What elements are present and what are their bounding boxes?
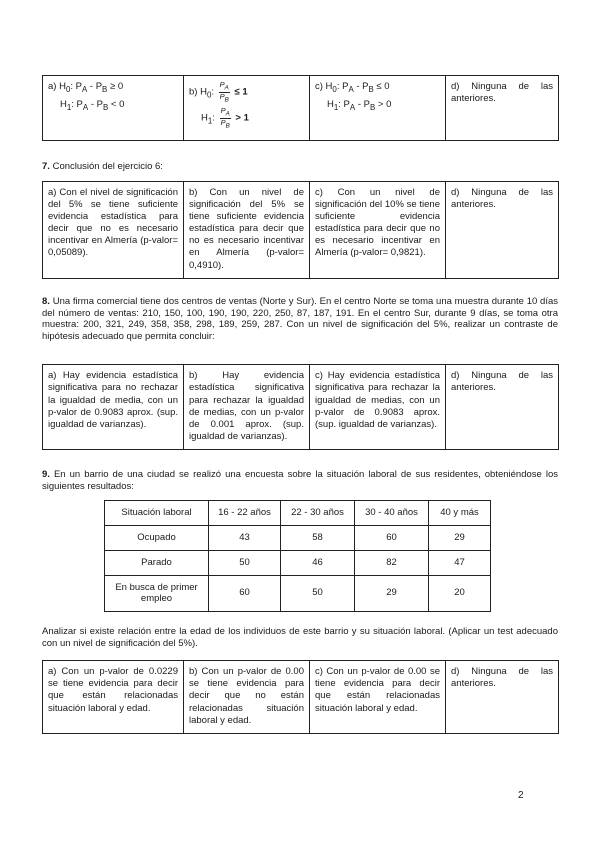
survey-results-table [104,500,491,612]
survey-header-age3: 30 - 40 años [355,500,429,525]
q8-option-d: d) Ninguna de las anteriores. [446,365,559,450]
survey-cell: 58 [281,525,355,550]
question9-statement [42,469,558,493]
q6-option-b-h0: b) $H_0$: $\frac{P_A}{P_B}$ ≤ 1 [189,80,248,104]
question9-text: En un barrio de una ciudad se realizó una encuesta sobre la situación laboral de sus residentes, obteniéndose los siguientes resultados: [42,469,558,493]
page-number: 2 [518,790,524,801]
q9-option-b: b) Con un p-valor de 0.00 se tiene evidencia para decir que no están relacionadas situación laboral y edad. [184,661,310,734]
q9-option-a: a) Con un p-valor de 0.0229 se tiene evidencia para decir que están relacionadas situación laboral y edad. [43,661,184,734]
q6-option-a-h0: a) $H_0$: $P_A - P_B \ge 0$ [48,81,124,94]
question9-options-table [42,660,559,734]
q6-option-c [310,76,446,141]
question9-number: 9. [42,469,50,481]
question8-number: 8. [42,295,50,307]
survey-cell: 60 [355,525,429,550]
survey-cell: 50 [209,550,281,575]
survey-row-label: En busca de primer empleo [105,575,209,612]
question8-text: Una firma comercial tiene dos centros de ventas (Norte y Sur). En el centro Norte se toma una muestra durante 10 días del número de ventas: 210, 150, 100, 190, 190, 220, 250, 87, 187, 191. En el centro Sur, durante 9 días, se toma otra muestra: 200, 321, 249, 358, 358, 298, 189, 259, 287. Con un nivel de significación del 5%, realizar un contraste de hipótesis adecuado que permita concluir: [42,295,558,343]
survey-cell: 29 [429,525,491,550]
q7-option-b: b) Con un nivel de significación del 5% se tiene suficiente evidencia estadística para decir que no es necesario incentivar en Almería (p-valor= 0,4910). [184,181,310,278]
survey-row-ocupado [105,525,491,550]
question7-number: 7. [42,160,50,172]
survey-header-age1: 16 - 22 años [209,500,281,525]
survey-cell: 20 [429,575,491,612]
question7-heading [42,161,558,173]
q6-option-a-h1: $H_1$: $P_A - P_B < 0$ [60,99,125,112]
q8-option-c: c) Hay evidencia estadística significativa para rechazar la igualdad de medias, con un p-valor de 0.9083 aprox. (sup. igualdad de varianzas). [310,365,446,450]
question9-analysis-text: Analizar si existe relación entre la edad de los individuos de este barrio y su situación laboral. (Aplicar un test adecuado con un nivel de significación del 5%). [42,626,558,650]
survey-header-label: Situación laboral [105,500,209,525]
q7-option-c: c) Con un nivel de significación del 10% se tiene suficiente evidencia estadística para decir que no es necesario incentivar en Almería (p-valor= 0,9821). [310,181,446,278]
q9-option-c: c) Con un p-valor de 0.00 se tiene evidencia para decir que están relacionadas situación laboral y edad. [310,661,446,734]
survey-cell: 43 [209,525,281,550]
q8-option-a: a) Hay evidencia estadística significativa para no rechazar la igualdad de media, con un p-valor de 0.9083 aprox. (sup. igualdad de varianzas). [43,365,184,450]
q6-option-c-h0: c) $H_0$: $P_A - P_B \le 0$ [315,81,390,94]
question6-options-table [42,75,559,141]
question7-title: Conclusión del ejercicio 6: [52,160,163,172]
q6-option-c-h1: $H_1$: $P_A - P_B > 0$ [327,99,392,112]
q7-option-a: a) Con el nivel de significación del 5% se tiene suficiente evidencia estadística para decir que no es necesario incentivar en Almería (p-valor= 0,05089). [43,181,184,278]
survey-header-age2: 22 - 30 años [281,500,355,525]
survey-header-age4: 40 y más [429,500,491,525]
q6-option-a [43,76,184,141]
survey-cell: 60 [209,575,281,612]
survey-row-primer-empleo [105,575,491,612]
q7-option-d: d) Ninguna de las anteriores. [446,181,559,278]
survey-cell: 47 [429,550,491,575]
q9-option-d: d) Ninguna de las anteriores. [446,661,559,734]
survey-cell: 46 [281,550,355,575]
question7-options-table [42,181,559,279]
survey-cell: 50 [281,575,355,612]
survey-cell: 82 [355,550,429,575]
survey-row-parado [105,550,491,575]
survey-cell: 29 [355,575,429,612]
q8-option-b: b) Hay evidencia estadística significativa para rechazar la igualdad de medias, con un p-valor de 0.001 aprox. (sup. igualdad de varianzas). [184,365,310,450]
q6-option-b-h1: $H_1$: $\frac{P_A}{P_B}$ > 1 [201,106,249,130]
q6-option-b [184,76,310,141]
question8-statement [42,296,558,344]
question8-options-table [42,364,559,450]
survey-row-label: Parado [105,550,209,575]
survey-header-row [105,500,491,525]
q6-option-d: d) Ninguna de las anteriores. [446,76,559,141]
survey-row-label: Ocupado [105,525,209,550]
